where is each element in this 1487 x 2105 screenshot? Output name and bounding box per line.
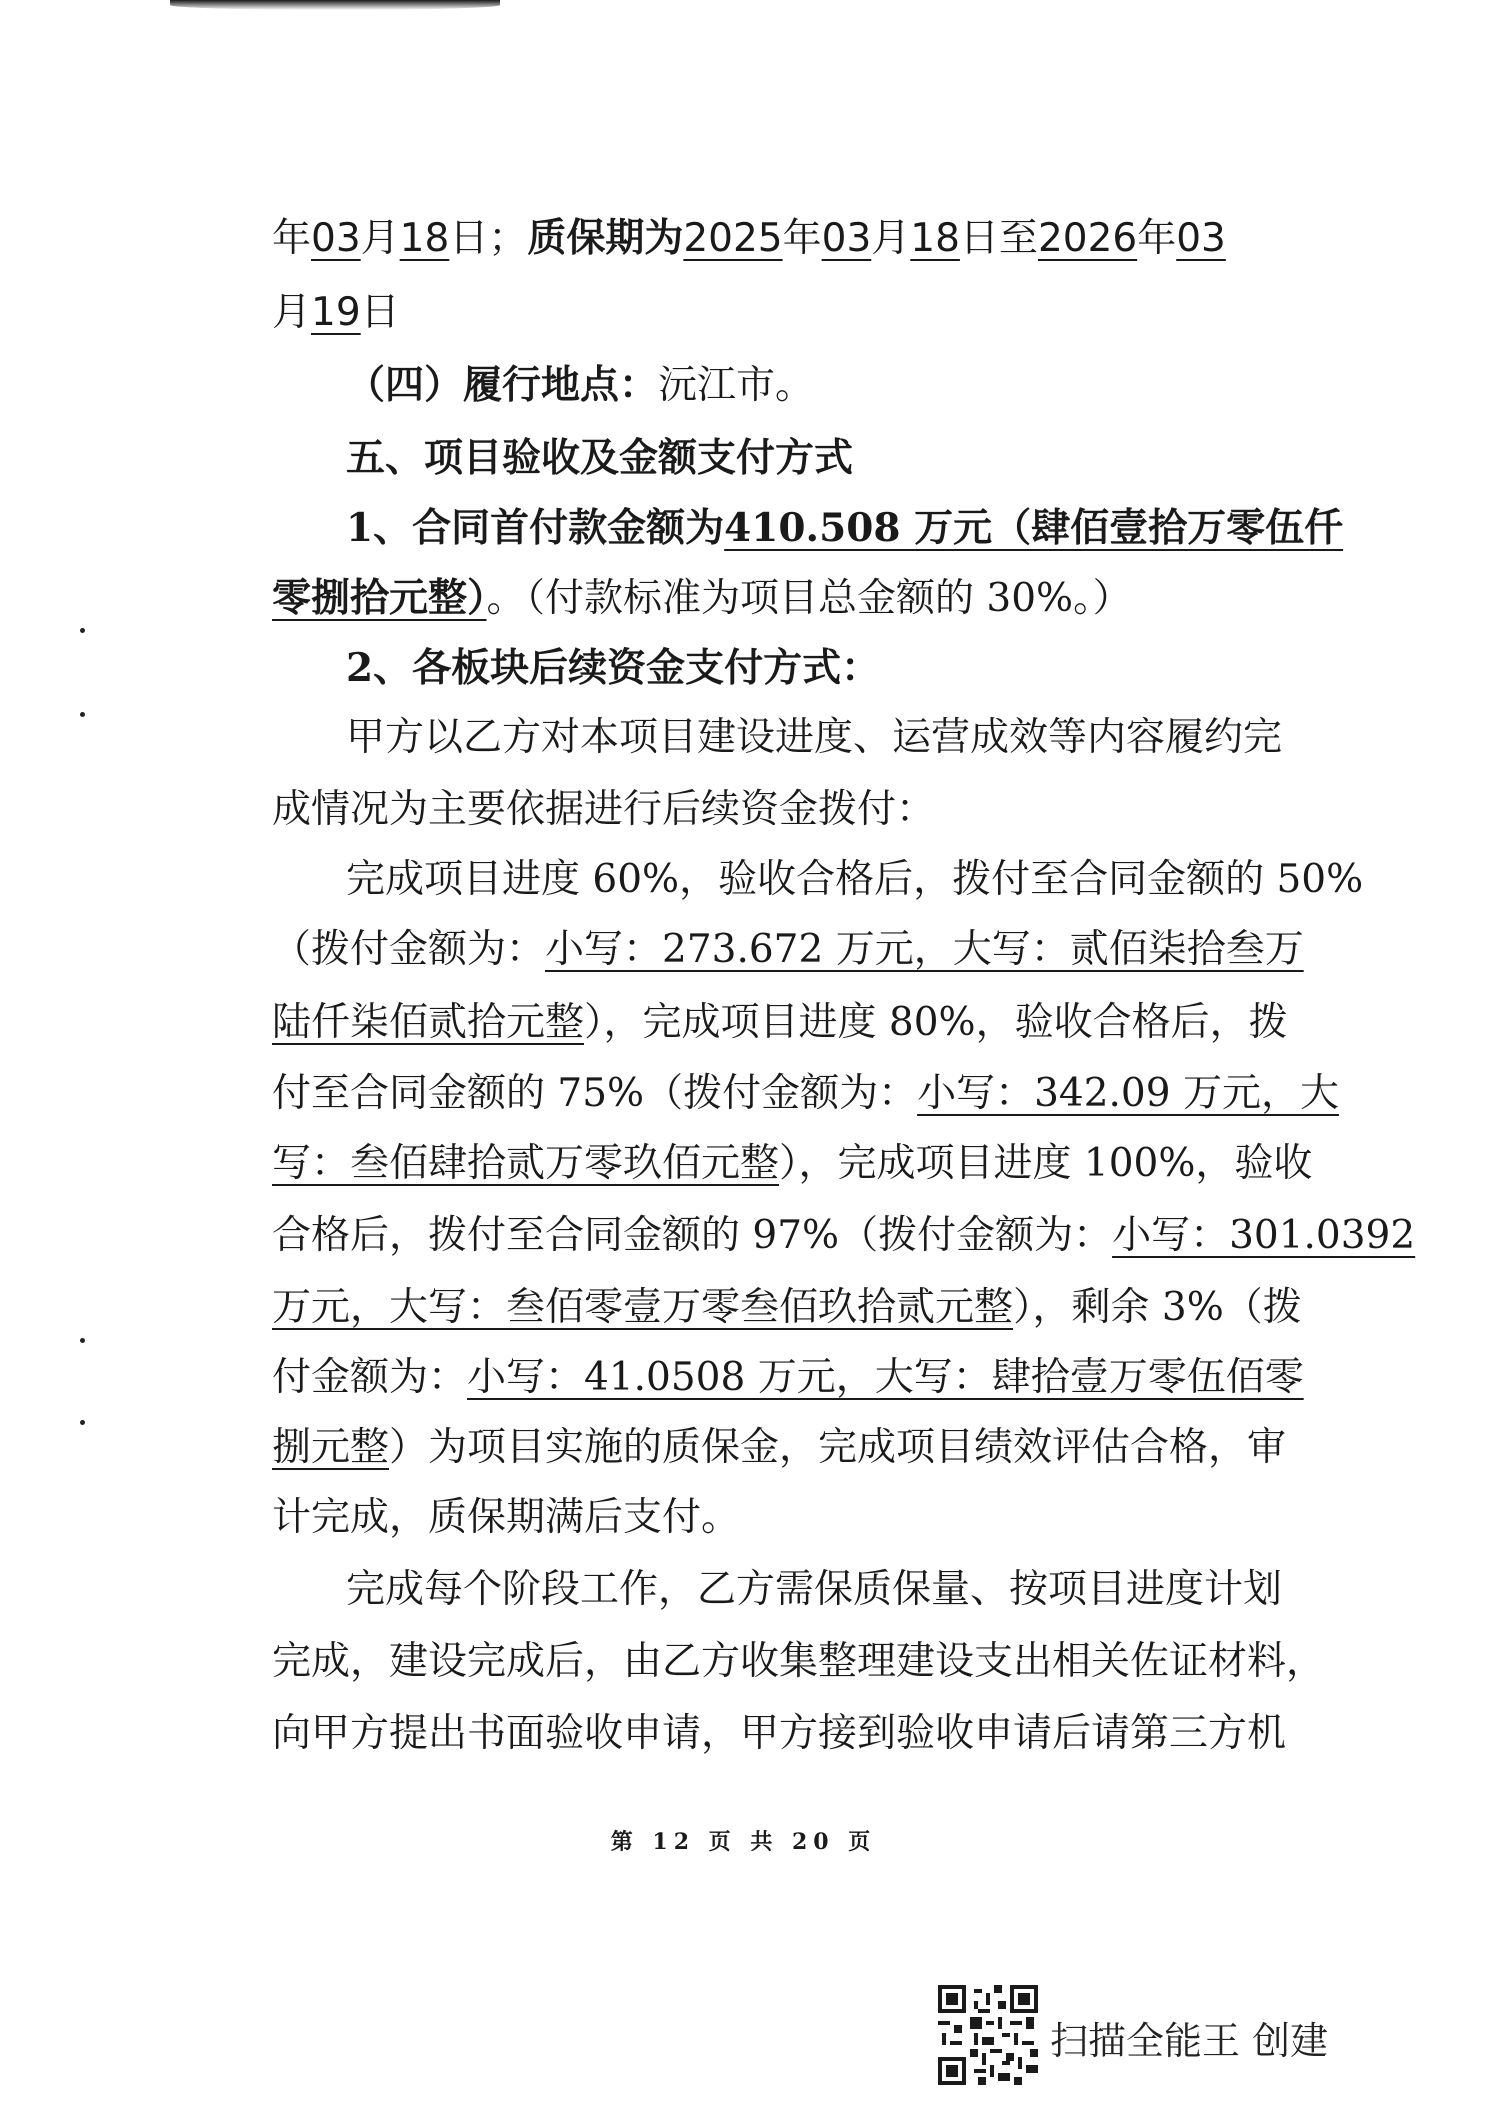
scanner-watermark: 扫描全能王 创建 [1050,2019,1329,2063]
scan-edge-shadow [170,0,500,10]
paragraph-line: 完成项目进度 60%，验收合格后，拨付至合同金额的 50% [346,857,1364,902]
scan-speck [80,1420,85,1425]
paragraph-line: 合格后，拨付至合同金额的 97%（拨付金额为：小写：301.0392 [272,1213,1416,1258]
paragraph-line: 付至合同金额的 75%（拨付金额为：小写：342.09 万元，大 [272,1071,1339,1116]
clause-first-payment: 1、合同首付款金额为410.508 万元（肆佰壹拾万零伍仟 [346,505,1344,551]
section-performance-location: （四）履行地点：沅江市。 [346,362,815,408]
scan-speck [80,712,85,717]
paragraph-line: 计完成，质保期满后支付。 [272,1495,741,1540]
paragraph-line: 向甲方提出书面验收申请，甲方接到验收申请后请第三方机 [272,1711,1287,1756]
text-line: 零捌拾元整）。（付款标准为项目总金额的 30%。） [272,575,1132,621]
paragraph-line: 完成，建设完成后，由乙方收集整理建设支出相关佐证材料， [272,1639,1326,1684]
paragraph-line: 付金额为：小写：41.0508 万元，大写：肆拾壹万零伍佰零 [272,1355,1304,1400]
paragraph-line: 万元，大写：叁佰零壹万零叁佰玖拾贰元整），剩余 3%（拨 [272,1285,1302,1330]
section-heading-5: 五、项目验收及金额支付方式 [346,435,854,481]
paragraph-line: （拨付金额为：小写：273.672 万元，大写：贰佰柒拾叁万 [272,927,1304,972]
paragraph-line: 成情况为主要依据进行后续资金拨付： [272,787,936,832]
scan-speck [80,628,85,633]
clause-subsequent-payment: 2、各板块后续资金支付方式： [346,645,881,691]
page-number: 第 12 页 共 20 页 [610,1829,877,1855]
paragraph-line: 陆仟柒佰贰拾元整），完成项目进度 80%，验收合格后，拨 [272,1000,1288,1045]
paragraph-line: 甲方以乙方对本项目建设进度、运营成效等内容履约完 [346,715,1283,760]
paragraph-line: 捌元整）为项目实施的质保金，完成项目绩效评估合格，审 [272,1425,1287,1470]
text-line: 月19日 [272,290,400,335]
paragraph-line: 写：叁佰肆拾贰万零玖佰元整），完成项目进度 100%，验收 [272,1141,1313,1186]
scan-speck [80,1338,85,1343]
paragraph-line: 完成每个阶段工作，乙方需保质保量、按项目进度计划 [346,1567,1283,1612]
qr-code-icon [938,1985,1038,2085]
text-line: 年03月18日；质保期为2025年03月18日至2026年03 [272,215,1226,261]
